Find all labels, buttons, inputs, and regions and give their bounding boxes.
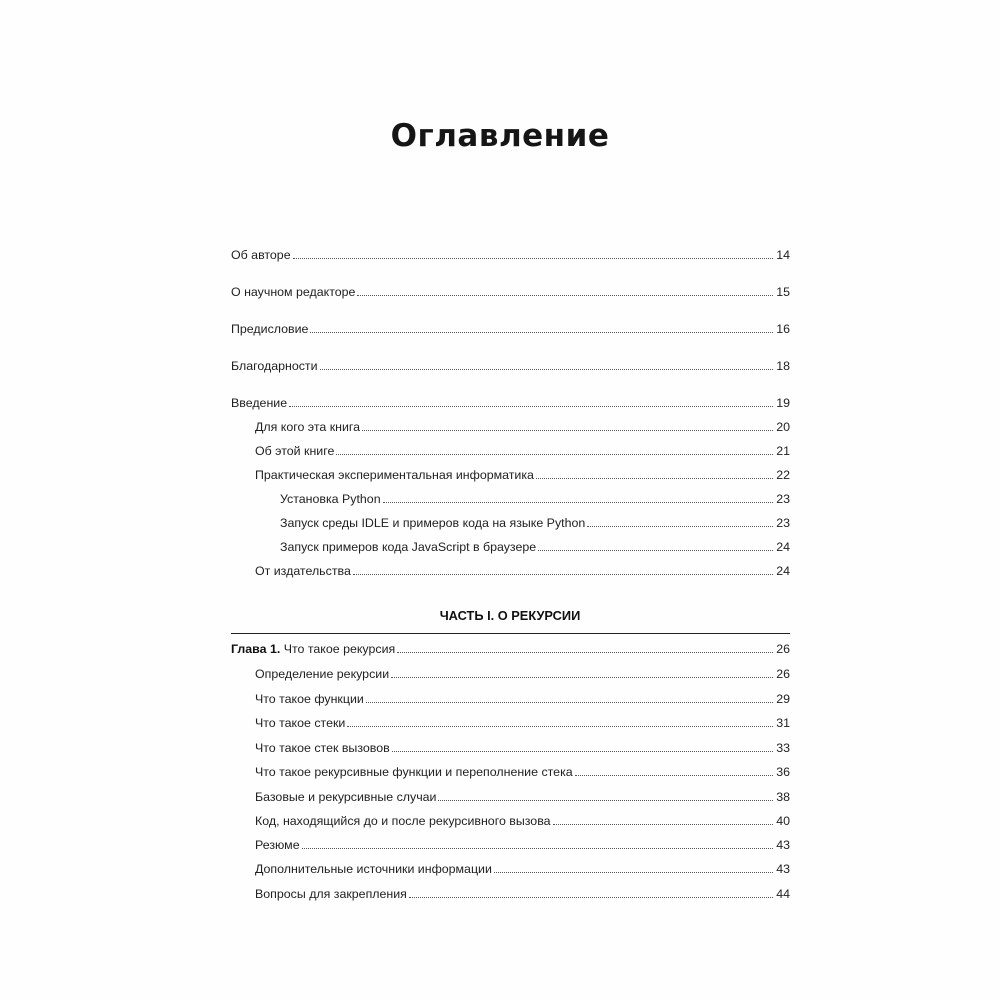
toc-entry-page: 23	[776, 492, 790, 506]
toc-entry-label: Резюме	[255, 838, 300, 852]
toc-entry-section[interactable]	[255, 856, 790, 876]
toc-entry-page: 16	[776, 322, 790, 336]
toc-entry-label: Практическая экспериментальная информатика	[255, 468, 534, 482]
toc-entry-intro-about-book[interactable]	[255, 438, 790, 458]
toc-entry-label: Код, находящийся до и после рекурсивного вызова	[255, 814, 551, 828]
toc-entry-about-editor[interactable]	[231, 279, 790, 299]
dot-leader	[353, 573, 773, 575]
toc-entry-section[interactable]	[255, 881, 790, 901]
dot-leader	[362, 429, 773, 431]
toc-entry-label: Определение рекурсии	[255, 667, 390, 681]
dot-leader	[357, 294, 773, 296]
toc-entry-page: 23	[776, 516, 790, 530]
toc-entry-page: 43	[776, 862, 790, 876]
toc-entry-section[interactable]	[255, 661, 790, 681]
toc-entry-label: Вопросы для закрепления	[255, 887, 407, 901]
toc-entry-intro-audience[interactable]	[255, 414, 790, 434]
dot-leader	[320, 368, 774, 370]
toc-entry-run-idle[interactable]	[280, 510, 790, 530]
dot-leader	[293, 257, 774, 259]
part-divider	[231, 633, 790, 634]
toc-entry-about-author[interactable]	[231, 242, 790, 262]
toc-entry-label: Дополнительные источники информации	[255, 862, 492, 876]
toc-entry-label: О научном редакторе	[231, 285, 356, 299]
toc-entry-label: Об авторе	[231, 248, 291, 262]
page-title: Оглавление	[390, 118, 610, 154]
toc-entry-label: Благодарности	[231, 359, 318, 373]
dot-leader	[536, 477, 773, 479]
dot-leader	[289, 405, 773, 407]
toc-entry-label: Что такое рекурсивные функции и переполнение стека	[255, 765, 573, 779]
chapter-title: Что такое рекурсия	[283, 642, 396, 656]
dot-leader	[397, 651, 773, 653]
toc-entry-page: 15	[776, 285, 790, 299]
toc-entry-page: 20	[776, 420, 790, 434]
toc-entry-page: 33	[776, 741, 790, 755]
toc-entry-label: Об этой книге	[255, 444, 335, 458]
toc-entry-page: 31	[776, 716, 790, 730]
toc-entry-label: Что такое функции	[255, 692, 364, 706]
toc-entry-label: Для кого эта книга	[255, 420, 361, 434]
toc-entry-section[interactable]	[255, 686, 790, 706]
dot-leader	[538, 549, 773, 551]
part-heading: ЧАСТЬ I. О РЕКУРСИИ	[439, 608, 581, 623]
toc-entry-page: 26	[776, 667, 790, 681]
toc-entry-section[interactable]	[255, 784, 790, 804]
dot-leader	[438, 799, 773, 801]
toc-entry-label: От издательства	[255, 564, 351, 578]
toc-entry-section[interactable]	[255, 710, 790, 730]
dot-leader	[409, 896, 773, 898]
toc-entry-section[interactable]	[255, 735, 790, 755]
toc-entry-label: Что такое стеки	[255, 716, 346, 730]
dot-leader	[575, 774, 774, 776]
dot-leader	[302, 847, 774, 849]
toc-entry-page: 19	[776, 396, 790, 410]
toc-entry-section[interactable]	[255, 759, 790, 779]
toc-entry-label: Что такое стек вызовов	[255, 741, 390, 755]
dot-leader	[391, 676, 773, 678]
dot-leader	[392, 750, 774, 752]
dot-leader	[347, 725, 773, 727]
toc-entry-label: Запуск среды IDLE и примеров кода на языке Python	[280, 516, 586, 530]
toc-entry-page: 38	[776, 790, 790, 804]
toc-entry-page: 14	[776, 248, 790, 262]
toc-entry-label: Базовые и рекурсивные случаи	[255, 790, 437, 804]
chapter-number: Глава 1.	[231, 642, 281, 656]
dot-leader	[383, 501, 774, 503]
dot-leader	[310, 331, 773, 333]
toc-entry-page: 43	[776, 838, 790, 852]
toc-entry-page: 44	[776, 887, 790, 901]
toc-entry-introduction[interactable]	[231, 390, 790, 410]
dot-leader	[366, 701, 773, 703]
toc-entry-page: 21	[776, 444, 790, 458]
toc-entry-page: 26	[776, 642, 790, 656]
toc-entry-page: 24	[776, 564, 790, 578]
toc-entry-page: 40	[776, 814, 790, 828]
toc-entry-install-python[interactable]	[280, 486, 790, 506]
toc-entry-intro-practical[interactable]	[255, 462, 790, 482]
toc-entry-section[interactable]	[255, 832, 790, 852]
toc-entry-page: 29	[776, 692, 790, 706]
toc-entry-run-javascript[interactable]	[280, 534, 790, 554]
toc-entry-page: 18	[776, 359, 790, 373]
toc-entry-label: Предисловие	[231, 322, 309, 336]
toc-entry-chapter-1[interactable]	[231, 636, 790, 656]
toc-entry-label: Установка Python	[280, 492, 381, 506]
toc-entry-page: 24	[776, 540, 790, 554]
toc-entry-page: 36	[776, 765, 790, 779]
toc-entry-label: Запуск примеров кода JavaScript в браузере	[280, 540, 537, 554]
toc-entry-from-publisher[interactable]	[255, 558, 790, 578]
dot-leader	[587, 525, 773, 527]
toc-entry-section[interactable]	[255, 808, 790, 828]
toc-entry-acknowledgements[interactable]	[231, 353, 790, 373]
dot-leader	[494, 871, 773, 873]
dot-leader	[336, 453, 773, 455]
toc-entry-label: Введение	[231, 396, 288, 410]
toc-entry-preface[interactable]	[231, 316, 790, 336]
toc-entry-label	[231, 642, 395, 656]
dot-leader	[553, 823, 774, 825]
toc-entry-page: 22	[776, 468, 790, 482]
